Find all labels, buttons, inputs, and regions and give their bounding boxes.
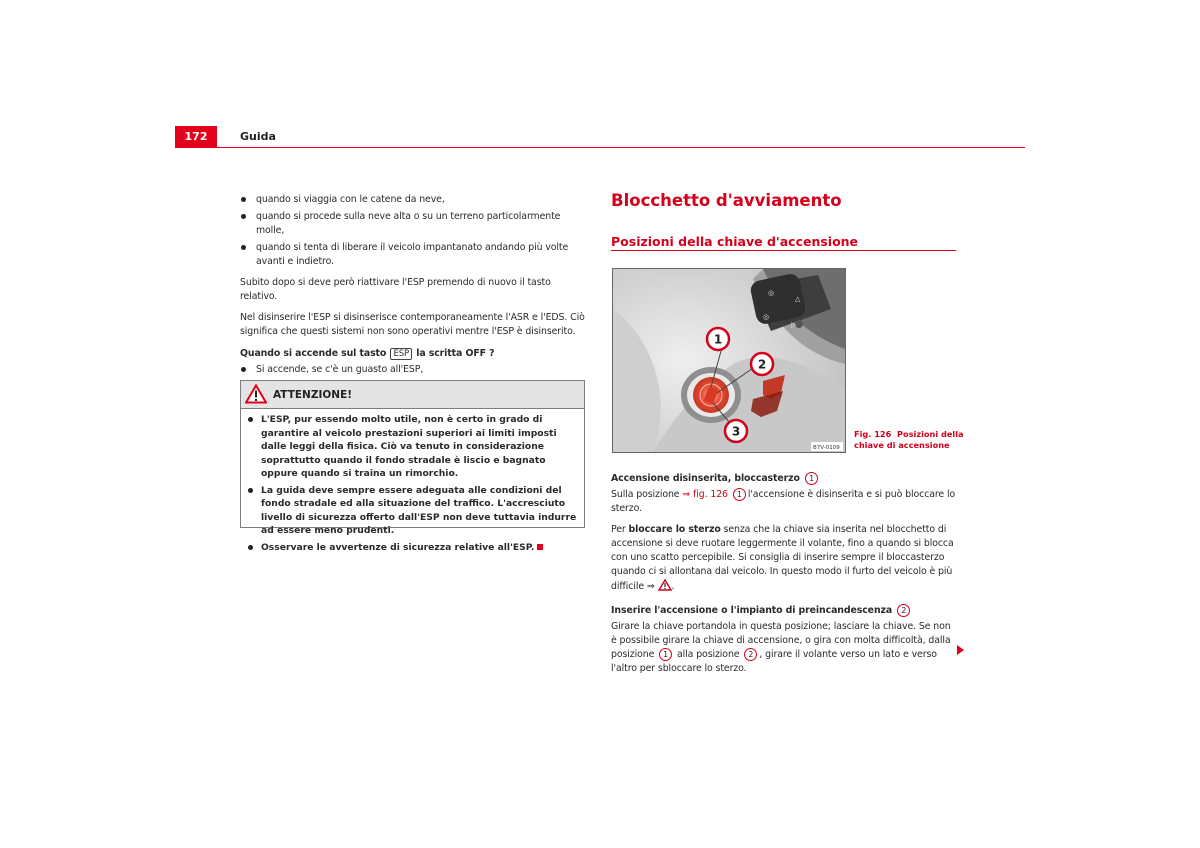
bullet-icon — [241, 367, 246, 372]
paragraph-steering-lock: Per bloccare lo sterzo senza che la chiave sia inserita nel blocchetto di accensione si deve ruotare leggermente il volante, fino a quando si blocca con uno scatto percepibile. Si consiglia di inserire sempre il bloccasterzo quando ci si allontana dal veicolo. In questo modo il furto del veicolo è più difficile ⇒ . — [611, 523, 958, 596]
list-item: quando si viaggia con le catene da neve, — [240, 193, 586, 207]
header-rule — [217, 147, 1025, 148]
paragraph-reactivate: Subito dopo si deve però riattivare l'ESP premendo di nuovo il tasto relativo. — [240, 277, 551, 302]
ignition-figure — [612, 268, 846, 453]
bullet-icon — [248, 545, 253, 550]
esp-key-heading: Quando si accende sul tasto ESP la scritta OFF ? — [240, 348, 495, 359]
list-item: Si accende, se c'è un guasto all'ESP, — [240, 363, 586, 377]
list-item: quando si tenta di liberare il veicolo impantanato andando più volte avanti e indietro. — [240, 241, 586, 269]
warning-item: Osservare le avvertenze di sicurezza relative all'ESP. — [245, 541, 580, 555]
sub-heading: Posizioni della chiave d'accensione — [611, 234, 859, 249]
svg-text:△: △ — [795, 295, 801, 303]
main-heading: Blocchetto d'avviamento — [611, 191, 842, 210]
esp-key-icon: ESP — [390, 348, 412, 360]
position-1-badge: 1 — [659, 648, 672, 661]
figure-code: B7V-0109 — [813, 445, 840, 451]
page-number: 172 — [175, 126, 217, 148]
warning-link-icon[interactable] — [658, 579, 672, 596]
warning-header — [241, 381, 584, 409]
warning-item: L'ESP, pur essendo molto utile, non è certo in grado di garantire al veicolo prestazioni superiori ai limiti imposti dalle leggi della fisica. Ciò va tenuto in considerazione soprattutto quando il fondo stradale è liscio e bagnato oppure quando si traina un rimorchio. — [245, 413, 580, 481]
warning-title: ATTENZIONE! — [273, 389, 353, 401]
ignition-illustration — [613, 269, 845, 452]
bullet-icon — [248, 417, 253, 422]
paragraph-asr-eds: Nel disinserire l'ESP si disinserisce contemporaneamente l'ASR e l'EDS. Ciò significa che questi sistemi non sono operativi mentre l'ESP è disinserito. — [240, 312, 585, 337]
warning-triangle-icon — [245, 384, 267, 408]
right-column — [611, 472, 958, 676]
end-of-section-icon — [537, 544, 543, 550]
bullet-icon — [241, 245, 246, 250]
section-heading-on: Inserire l'accensione o l'impianto di preincandescenza 2 — [611, 604, 958, 618]
continue-arrow-icon[interactable] — [957, 645, 964, 655]
list-item: quando si procede sulla neve alta o su un terreno particolarmente molle, — [240, 210, 586, 238]
section-title: Guida — [240, 130, 276, 143]
svg-text:▷: ▷ — [791, 321, 797, 329]
section-heading-off: Accensione disinserita, bloccasterzo 1 — [611, 472, 958, 486]
bullet-icon — [241, 197, 246, 202]
svg-text:◎: ◎ — [763, 313, 770, 321]
left-column — [240, 193, 586, 397]
paragraph-off: Sulla posizione ⇒ fig. 126 1 l'accensione è disinserita e si può bloccare lo sterzo. — [611, 489, 956, 514]
figure-link[interactable]: ⇒ fig. 126 — [682, 489, 728, 500]
bullet-icon — [248, 488, 253, 493]
warning-box — [240, 380, 585, 553]
figure-caption: Fig. 126 Posizioni della chiave di accensione — [854, 429, 964, 450]
position-1-badge: 1 — [805, 472, 818, 485]
marker-2: 2 — [757, 357, 767, 372]
bullet-icon — [241, 214, 246, 219]
position-2-badge: 2 — [744, 648, 757, 661]
marker-1: 1 — [713, 332, 723, 347]
position-1-badge: 1 — [733, 488, 746, 501]
svg-text:◎: ◎ — [768, 289, 775, 297]
warning-body — [241, 409, 584, 554]
position-2-badge: 2 — [897, 604, 910, 617]
paragraph-on: Girare la chiave portandola in questa posizione; lasciare la chiave. Se non è possibile girare la chiave di accensione, o gira con molta difficoltà, dalla posizione 1 alla posizione 2 , girare il volante verso un lato e verso l'altro per sbloccare lo sterzo. — [611, 621, 951, 674]
warning-item: La guida deve sempre essere adeguata alle condizioni del fondo stradale ed alla situazione del traffico. L'accresciuto livello di sicurezza offerto dall'ESP non deve tuttavia indurre ad essere meno prudenti. — [245, 484, 580, 538]
marker-3: 3 — [731, 424, 741, 439]
subheading-rule — [611, 250, 956, 251]
